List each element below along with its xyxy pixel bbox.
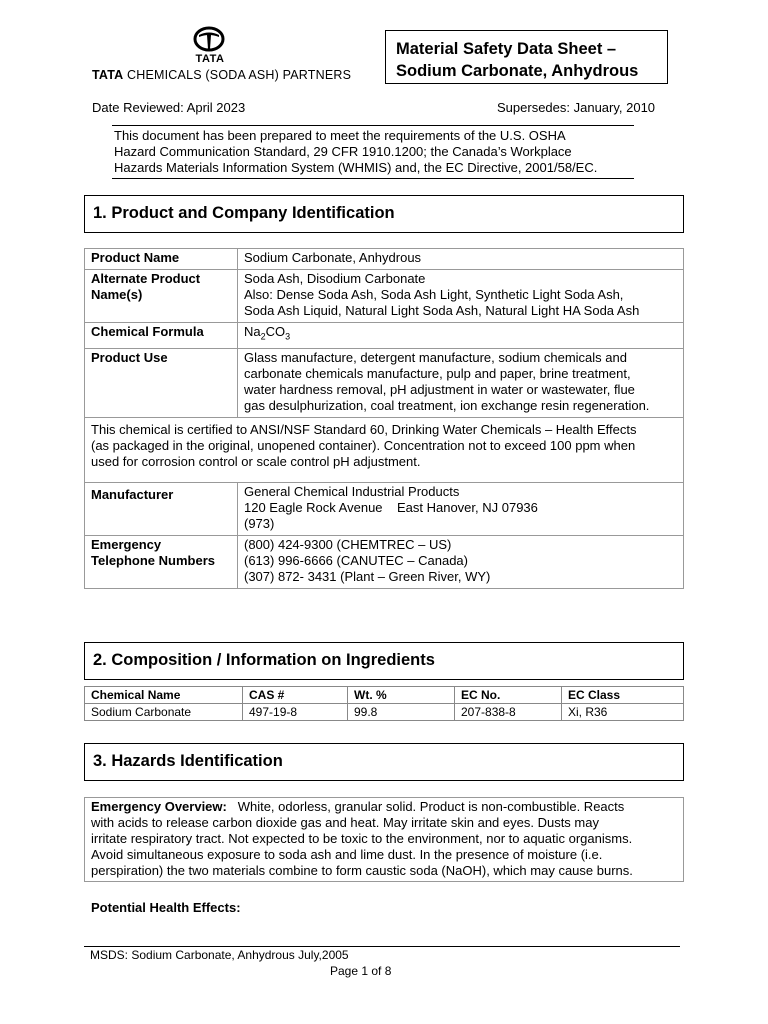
document-title (385, 30, 668, 84)
alt-name-label (85, 270, 238, 323)
alt-name-value-2: Also: Dense Soda Ash, Soda Ash Light, Synthetic Light Soda Ash, (244, 287, 624, 302)
manufacturer-value (238, 482, 684, 535)
emergency-line-3: (307) 872- 3431 (Plant – Green River, WY) (244, 568, 491, 584)
formula-label: Chemical Formula (85, 323, 238, 349)
column-header: Chemical Name (85, 687, 243, 704)
intro-line-1: This document has been prepared to meet the requirements of the U.S. OSHA (114, 128, 566, 143)
table-row (85, 249, 684, 270)
intro-statement (112, 125, 634, 179)
formula-sub-1: 2 (260, 331, 266, 342)
title-line-2: Sodium Carbonate, Anhydrous (396, 62, 639, 80)
formula-na: Na (244, 324, 261, 339)
date-reviewed: Date Reviewed: April 2023 (92, 100, 246, 115)
manufacturer-label: Manufacturer (85, 482, 238, 535)
use-value-4: gas desulphurization, coal treatment, ion exchange resin regeneration. (244, 397, 650, 413)
table-header-row (85, 687, 684, 704)
column-header: EC No. (455, 687, 562, 704)
table-row (85, 704, 684, 721)
logo-company-rest: CHEMICALS (SODA ASH) PARTNERS (127, 68, 352, 82)
intro-line-2: Hazard Communication Standard, 29 CFR 1910.1200; the Canada’s Workplace (114, 144, 572, 159)
table-cell: 99.8 (348, 704, 455, 721)
alt-name-label-2: Name(s) (91, 287, 143, 302)
use-value-1: Glass manufacture, detergent manufacture, sodium chemicals and (244, 349, 627, 365)
overview-text-1: White, odorless, granular solid. Product is non-combustible. Reacts (237, 799, 625, 814)
supersedes: Supersedes: January, 2010 (497, 100, 656, 115)
cert-line-1: This chemical is certified to ANSI/NSF Standard 60, Drinking Water Chemicals – Health Effects (91, 421, 637, 437)
table-cell: Sodium Carbonate (85, 704, 243, 721)
overview-line-5: perspiration) the two materials combine to form caustic soda (NaOH), which may cause burns. (91, 863, 633, 878)
overview-line-2: with acids to release carbon dioxide gas and heat. May irritate skin and eyes. Dusts may (91, 815, 599, 830)
section-1-heading: 1. Product and Company Identification (84, 195, 684, 233)
table-row (85, 482, 684, 535)
product-name-value: Sodium Carbonate, Anhydrous (238, 249, 684, 270)
formula-co: CO (265, 324, 286, 339)
emergency-line-2: (613) 996-6666 (CANUTEC – Canada) (244, 552, 468, 568)
use-label: Product Use (85, 348, 238, 417)
use-value-3: water hardness removal, pH adjustment in water or wastewater, flue (244, 381, 635, 397)
logo-company (92, 68, 351, 82)
table-row (85, 348, 684, 417)
alt-name-value (238, 270, 684, 323)
overview-line-4: Avoid simultaneous exposure to soda ash and lime dust. In the presence of moisture (i.e. (91, 847, 603, 862)
product-identification-table (84, 248, 684, 589)
section-2-heading: 2. Composition / Information on Ingredients (84, 642, 684, 680)
formula-sub-2: 3 (285, 331, 291, 342)
table-cell: Xi, R36 (562, 704, 684, 721)
emergency-label-2: Telephone Numbers (91, 552, 216, 568)
table-row (85, 535, 684, 588)
alt-name-value-3: Soda Ash Liquid, Natural Light Soda Ash, Natural Light HA Soda Ash (244, 303, 640, 318)
column-header: CAS # (243, 687, 348, 704)
manufacturer-line-2: 120 Eagle Rock Avenue East Hanover, NJ 07936 (244, 499, 538, 515)
emergency-value (238, 535, 684, 588)
logo-word: TATA (195, 53, 225, 65)
potential-health-effects-heading: Potential Health Effects: (91, 900, 241, 915)
table-cell: 207-838-8 (455, 704, 562, 721)
column-header: Wt. % (348, 687, 455, 704)
intro-line-3: Hazards Materials Information System (WHMIS) and, the EC Directive, 2001/58/EC. (114, 160, 598, 175)
cert-line-2: (as packaged in the original, unopened container). Concentration not to exceed 100 ppm when (91, 437, 636, 453)
tata-logo-icon (193, 26, 225, 52)
section-3-heading: 3. Hazards Identification (84, 743, 684, 781)
use-value-2: carbonate chemicals manufacture, pulp and paper, brine treatment, (244, 365, 631, 381)
manufacturer-line-3: (973) (244, 515, 275, 531)
column-header: EC Class (562, 687, 684, 704)
emergency-line-1: (800) 424-9300 (CHEMTREC – US) (244, 536, 452, 552)
overview-line-3: irritate respiratory tract. Not expected to be toxic to the environment, nor to aquatic organisms. (91, 831, 633, 846)
cert-line-3: used for corrosion control or scale control pH adjustment. (91, 453, 421, 469)
footer-doc-name: MSDS: Sodium Carbonate, Anhydrous July,2005 (90, 948, 349, 962)
formula-value (238, 323, 684, 349)
product-name-label: Product Name (85, 249, 238, 270)
emergency-label (85, 535, 238, 588)
page-number: Page 1 of 8 (330, 964, 392, 978)
title-line-1: Material Safety Data Sheet – (396, 40, 617, 58)
manufacturer-line-1: General Chemical Industrial Products (244, 483, 460, 499)
emergency-label-1: Emergency (91, 536, 162, 552)
certification-note (85, 417, 684, 482)
overview-label: Emergency Overview: (91, 799, 227, 814)
table-cell: 497-19-8 (243, 704, 348, 721)
alt-name-value-1: Soda Ash, Disodium Carbonate (244, 271, 426, 286)
table-row (85, 417, 684, 482)
emergency-overview (84, 797, 684, 882)
table-row (85, 323, 684, 349)
footer-divider (84, 946, 680, 947)
composition-table (84, 686, 684, 721)
logo-company-bold: TATA (92, 68, 124, 82)
use-value (238, 348, 684, 417)
overview-line-1 (91, 799, 677, 815)
alt-name-label-1: Alternate Product (91, 271, 201, 286)
table-row (85, 270, 684, 323)
